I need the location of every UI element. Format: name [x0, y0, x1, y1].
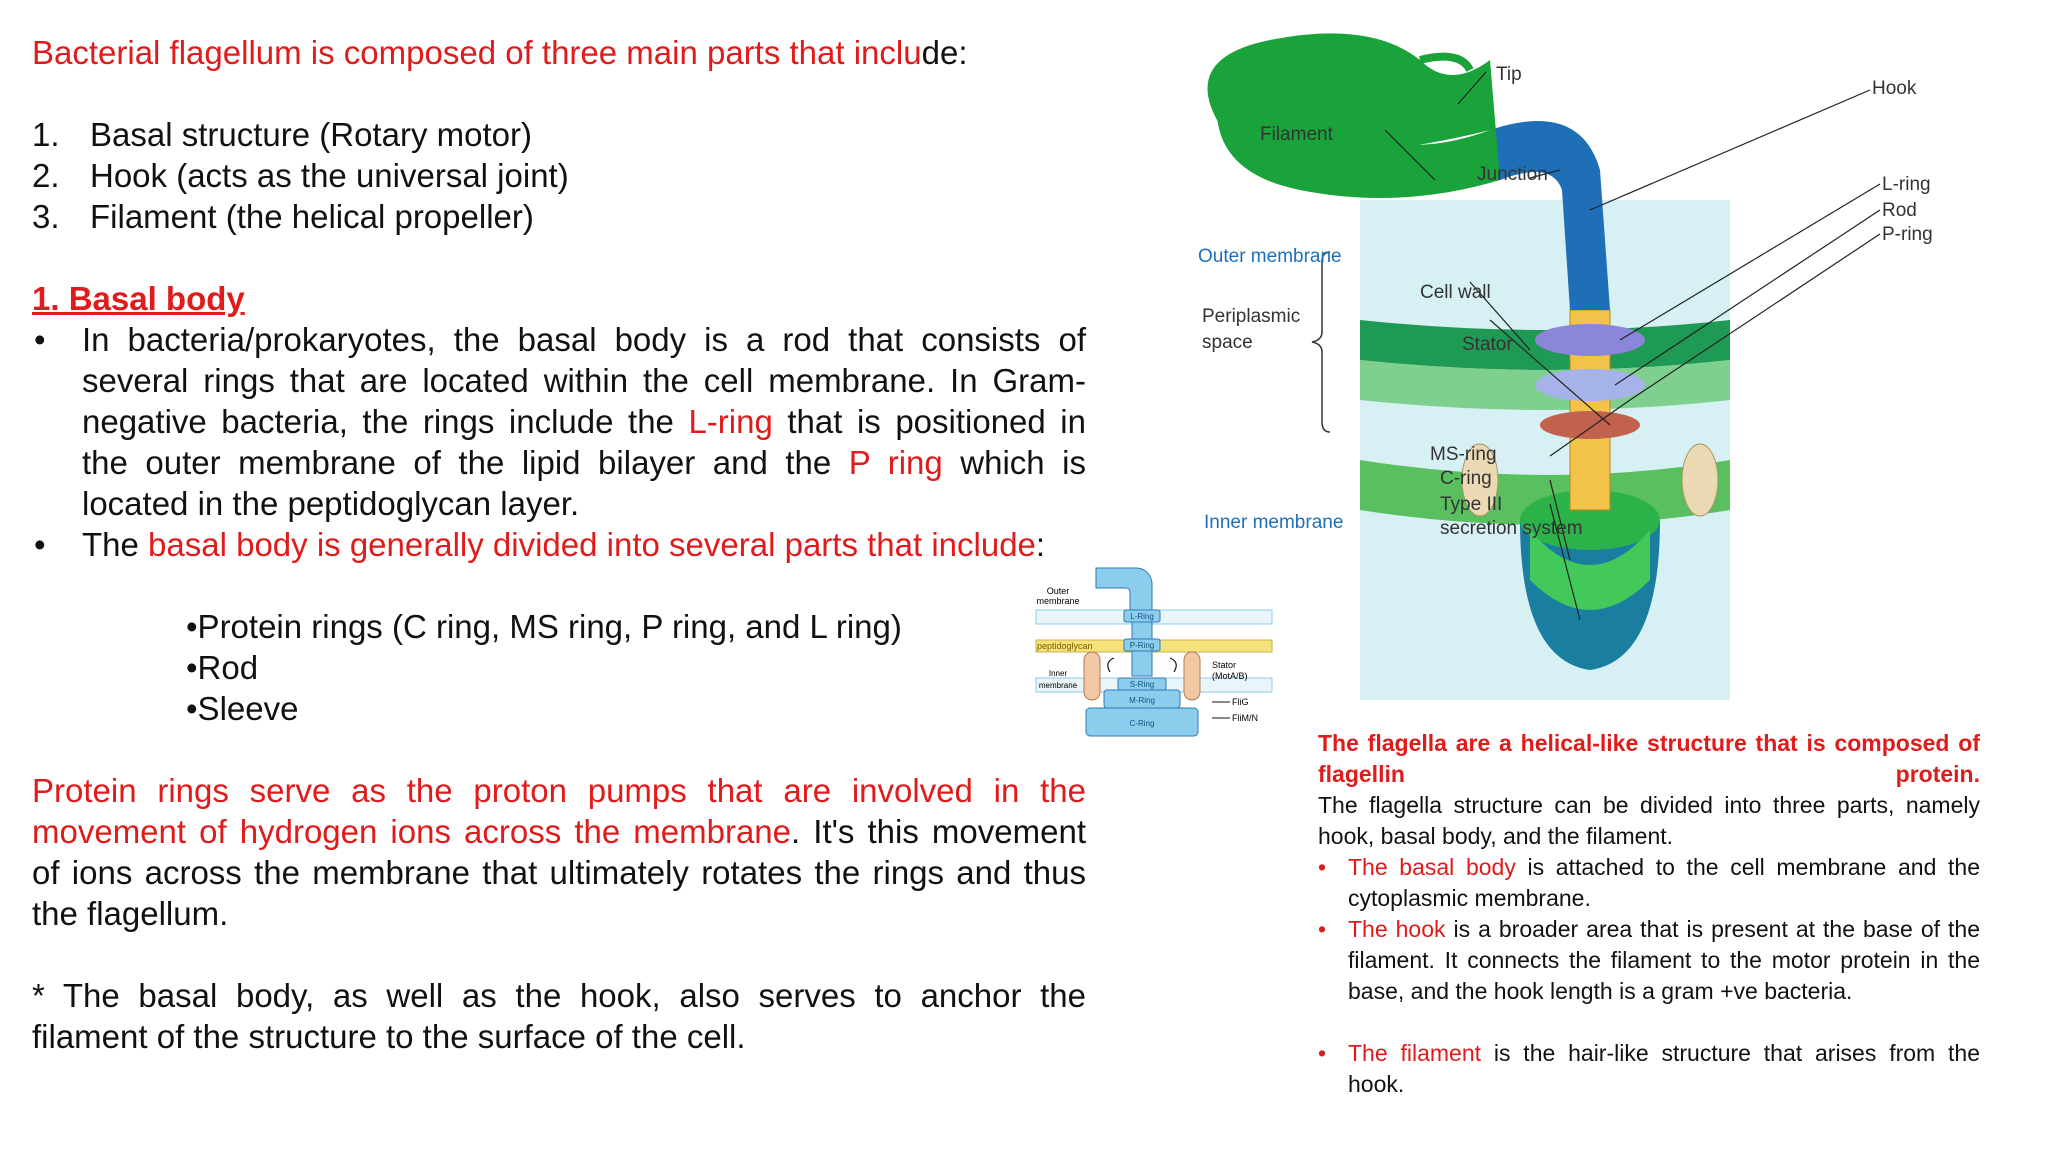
label-flig: FliG [1232, 697, 1249, 707]
label-junction: Junction [1477, 164, 1548, 185]
main-parts-list [32, 114, 569, 237]
label-c-ring: C-Ring [1129, 719, 1155, 728]
bullet-black-text: is the hair-like structure that arises from the hook. [1348, 1040, 1981, 1097]
list-item: •Sleeve [186, 690, 299, 727]
small-stator-left [1084, 652, 1100, 700]
label-peptidoglycan: peptidoglycan [1037, 641, 1093, 651]
bullet-text [82, 524, 1086, 565]
label-hook: Hook [1872, 78, 1917, 99]
stator-right [1682, 444, 1718, 516]
anchor-note: * The basal body, as well as the hook, also serves to anchor the filament of the structure to the surface of the cell. [32, 977, 1086, 1055]
bullet-red-term: The filament [1348, 1040, 1482, 1066]
label-tip: Tip [1496, 64, 1522, 85]
bullet-text [82, 319, 1086, 524]
bullet-text-part: In bacteria/prokaryotes, the basal body is a rod that consists of several rings that are located within the cell membrane. In Gram-negative bacteria, the rings include the [82, 321, 1086, 440]
p-ring-term: P ring [848, 444, 943, 481]
bullet-text [1348, 1038, 1980, 1100]
right-bullet-basal-body [1318, 852, 1980, 914]
label-l-ring: L-Ring [1130, 612, 1154, 621]
bullet-red-text: basal body is generally divided into several parts that include [148, 526, 1036, 563]
label-outer: Outer [1046, 586, 1070, 596]
label-filament: Filament [1260, 124, 1333, 145]
label-l-ring: L-ring [1882, 174, 1931, 195]
list-item [32, 114, 569, 155]
section-heading-basal-body: 1. Basal body [32, 280, 245, 317]
rotation-arrow-left [1108, 658, 1114, 672]
stator-inner-shape [1540, 411, 1640, 439]
list-number: 1. [32, 116, 60, 153]
list-number: 3. [32, 198, 60, 235]
bullet-text-part: : [1035, 526, 1046, 563]
label-s-ring: S-Ring [1129, 680, 1155, 689]
bullet-text-part: that is positioned in the outer membrane of the lipid bilayer and the [82, 403, 1086, 481]
list-text: Basal structure (Rotary motor) [90, 116, 532, 153]
bullet-text [1348, 852, 1980, 914]
label-rod: Rod [1882, 200, 1917, 221]
title-red-text: Bacterial flagellum is composed of three main parts that inclu [32, 34, 922, 71]
label-flimn: FliM/N [1232, 713, 1258, 723]
label-stator: Stator [1462, 334, 1513, 355]
label-inner: Inner [1048, 669, 1068, 678]
l-ring-shape [1535, 324, 1645, 356]
right-bullet-filament [1318, 1038, 1980, 1100]
label-p-ring: P-Ring [1129, 641, 1155, 650]
label-inner-membrane: Inner membrane [1204, 512, 1344, 533]
list-text: Filament (the helical propeller) [90, 198, 534, 235]
label-mota-b: (MotA/B) [1212, 671, 1248, 681]
bullet-text-part: The [82, 526, 149, 563]
label-inner-membrane: membrane [1038, 681, 1078, 690]
label-p-ring: P-ring [1882, 224, 1933, 245]
bullet-basal-body-rod [32, 319, 1086, 524]
bullet-red-term: The hook [1348, 916, 1446, 942]
label-secretion-system: secretion system [1440, 518, 1583, 539]
list-item [32, 196, 569, 237]
label-ms-ring: MS-ring [1430, 444, 1497, 465]
label-membrane: membrane [1036, 596, 1080, 606]
list-item: •Rod [186, 649, 259, 686]
label-type-iii: Type III [1440, 494, 1503, 515]
proton-black-text: . It's this movement of ions across the membrane that ultimately rotates the rings and thus the flagellum. [32, 813, 1086, 932]
label-stator: Stator [1212, 660, 1237, 670]
bullet-dot: • [34, 321, 46, 358]
proton-red-text: Protein rings serve as the proton pumps that are involved in the movement of hydrogen ions across the membrane [32, 772, 1086, 850]
l-ring-term: L-ring [688, 403, 773, 440]
label-periplasmic: Periplasmic [1202, 306, 1301, 327]
list-item [32, 155, 569, 196]
bullet-red-term: The basal body [1348, 854, 1516, 880]
page-title [32, 32, 967, 73]
bullet-dot: • [1318, 854, 1327, 880]
label-m-ring: M-Ring [1129, 696, 1155, 705]
periplasmic-brace [1312, 252, 1330, 432]
label-cell-wall: Cell wall [1420, 282, 1491, 303]
list-number: 2. [32, 157, 60, 194]
list-item: •Protein rings (C ring, MS ring, P ring, and L ring) [186, 608, 902, 645]
rotation-arrow-right [1170, 658, 1176, 672]
bullet-dot: • [1318, 1040, 1327, 1066]
bullet-dot: • [34, 526, 46, 563]
label-c-ring: C-ring [1440, 468, 1492, 489]
flagella-caption: The flagella are a helical-like structure that is composed of flagellin protein. [1318, 730, 1980, 787]
label-space: space [1202, 332, 1253, 353]
basal-parts-list [186, 606, 902, 729]
bullet-dot: • [1318, 916, 1327, 942]
list-text: Hook (acts as the universal joint) [90, 157, 569, 194]
title-black-text: de: [921, 34, 968, 71]
bullet-basal-parts [32, 524, 1086, 565]
right-bullet-hook [1318, 914, 1980, 1007]
proton-paragraph [32, 770, 1086, 934]
bullet-text-part: which is located in the peptidoglycan layer. [82, 444, 1086, 522]
bullet-black-text: is attached to the cell membrane and the cytoplasmic membrane. [1348, 854, 1980, 911]
bullet-text [1348, 914, 1980, 1007]
flagellum-structure-diagram [1190, 20, 1950, 720]
label-outer-membrane: Outer membrane [1198, 246, 1342, 267]
bullet-black-text: is a broader area that is present at the base of the filament. It connects the filament to the motor protein in the base, and the hook length is a gram +ve bacteria. [1348, 916, 1980, 1004]
flagella-structure-text: The flagella structure can be divided into three parts, namely hook, basal body, and the filament. [1318, 792, 1980, 849]
